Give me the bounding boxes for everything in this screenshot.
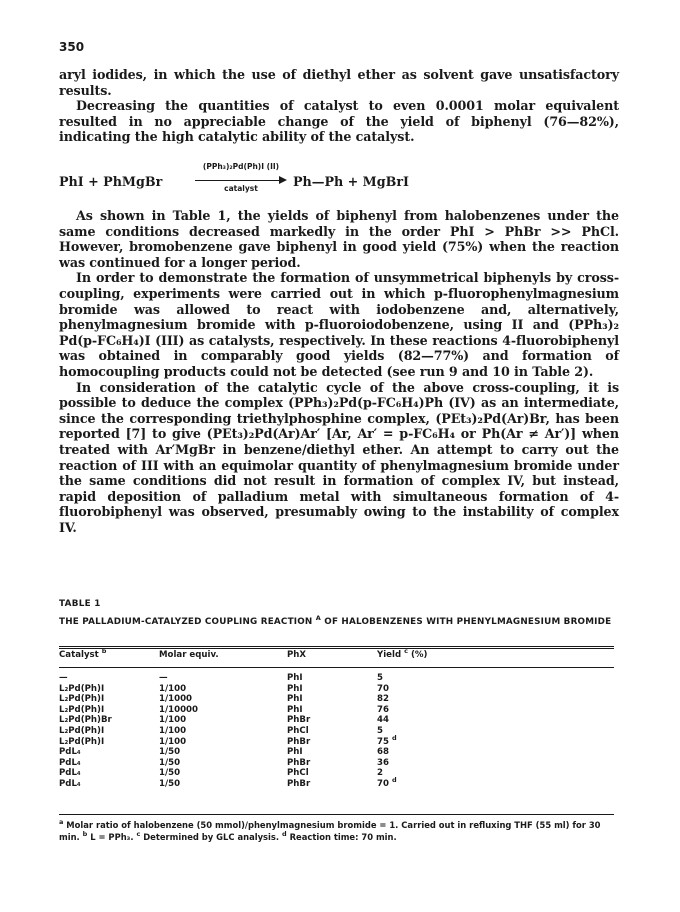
table-caption [59, 598, 619, 628]
cell-phx: PhI [287, 747, 303, 758]
table-header-rule [59, 667, 614, 668]
cell-molar-equiv: — [159, 673, 168, 683]
table-row [59, 758, 619, 769]
cell-catalyst: L₂Pd(Ph)I [59, 704, 105, 715]
cell-catalyst: — [59, 673, 68, 683]
cell-molar-equiv: 1/100 [159, 725, 187, 736]
paragraph: aryl iodides, in which the use of diethyl ether as solvent gave unsatisfactory results. [59, 67, 619, 98]
cell-catalyst: L₂Pd(Ph)I [59, 683, 105, 694]
arrow-head-icon [279, 176, 287, 184]
page-number: 350 [59, 40, 85, 54]
table-row [59, 776, 619, 790]
cell-catalyst: L₂Pd(Ph)Br [59, 715, 112, 726]
cell-molar-equiv: 1/50 [159, 757, 181, 768]
footnote-text: Determined by GLC analysis. [140, 832, 282, 842]
table-row [59, 768, 619, 779]
table-row [59, 715, 619, 726]
table-bottom-rule [59, 814, 614, 815]
column-header-phx: PhX [287, 650, 307, 660]
column-header-catalyst: Catalyst $^b$ [59, 647, 107, 660]
cell-catalyst: L₂Pd(Ph)I [59, 736, 105, 747]
cell-phx: PhCl [287, 725, 309, 736]
cell-yield: 68 [377, 747, 389, 758]
equation-reactants: PhI + PhMgBr [59, 174, 163, 189]
cell-molar-equiv: 1/100 [159, 736, 187, 747]
table-top-rule [59, 646, 614, 647]
cell-molar-equiv: 1/50 [159, 768, 181, 779]
cell-phx: PhBr [287, 757, 311, 768]
table-row [59, 705, 619, 716]
cell-phx: PhBr [287, 736, 311, 747]
table-row [59, 694, 619, 705]
cell-catalyst: L₂Pd(Ph)I [59, 694, 105, 705]
paragraph: In consideration of the catalytic cycle of the above cross-coupling, it is possible to deduce the complex (PPh₃)₂Pd(p-FC₆H₄)Ph (IV) as an intermediate, since the corresponding triethylphosphine complex, (PEt₃)₂Pd(Ar)Br, has been reported [7] to give (PEt₃)₂Pd(Ar)Ar′ [Ar, Ar′ = p-FC₆H₄ or Ph(Ar ≠ Ar′)] when treated with Ar′MgBr in benzene/diethyl ether. An attempt to carry out the reaction of III with an equimolar quantity of phenylmagnesium bromide under the same conditions did not result in formation of complex IV, but instead, rapid deposition of palladium metal with simultaneous formation of 4-fluorobiphenyl was observed, presumably owing to the instability of complex IV. [59, 379, 619, 535]
cell-yield: 2 [377, 768, 383, 779]
footnote-mark: d [282, 830, 287, 839]
cell-phx: PhI [287, 704, 303, 715]
cell-yield: 5 [377, 673, 383, 683]
arrow-line [195, 180, 283, 181]
table-top-rule-2 [59, 648, 614, 649]
cell-phx: PhBr [287, 778, 311, 789]
cell-yield: 36 [377, 757, 389, 768]
cell-catalyst: PdL₄ [59, 768, 81, 779]
cell-phx: PhI [287, 683, 303, 694]
footnote-mark: b [82, 830, 88, 839]
cell-phx: PhI [287, 694, 303, 705]
table-title-footnote-mark: A [315, 614, 321, 623]
equation-products: Ph—Ph + MgBrI [293, 174, 409, 189]
cell-yield: 76 [377, 704, 389, 715]
cell-molar-equiv: 1/10000 [159, 704, 199, 715]
table-title [59, 616, 619, 628]
arrow-catalyst-label: catalyst [224, 184, 258, 193]
cell-yield: 70 $^d$ [377, 776, 397, 789]
body-text-bottom [59, 208, 619, 535]
cell-molar-equiv: 1/100 [159, 715, 187, 726]
table-row [59, 673, 619, 684]
footnote-mark: c [136, 830, 141, 839]
cell-phx: PhCl [287, 768, 309, 779]
cell-catalyst: PdL₄ [59, 757, 81, 768]
table-footnotes [59, 819, 619, 843]
reaction-equation [59, 162, 619, 198]
table-body [59, 673, 619, 790]
cell-yield: 82 [377, 694, 389, 705]
table-header-row [59, 647, 619, 664]
paragraph: As shown in Table 1, the yields of biphenyl from halobenzenes under the same conditions decreased markedly in the order PhI > PhBr >> PhCl. However, bromobenzene gave biphenyl in good yield (75%) when the reaction was continued for a longer period. [59, 208, 619, 270]
footnote-text: Reaction time: 70 min. [286, 832, 397, 842]
paragraph: In order to demonstrate the formation of unsymmetrical biphenyls by cross-coupling, experiments were carried out in which p-fluorophenylmagnesium bromide was allowed to react with iodobenzene and, alternatively, phenylmagnesium bromide with p-fluoroiodobenzene, using II and (PPh₃)₂ Pd(p-FC₆H₄)I (III) as catalysts, respectively. In these reactions 4-fluorobiphenyl was obtained in comparably good yields (82—77%) and formation of homocoupling products could not be detected (see run 9 and 10 in Table 2). [59, 270, 619, 379]
footnote-mark: a [59, 818, 64, 827]
cell-molar-equiv: 1/100 [159, 683, 187, 694]
footnote-text: Molar ratio of halobenzene (50 mmol)/phenylmagnesium bromide = 1. Carried out in refluxing THF (55 ml) for 30 min. [59, 820, 601, 842]
cell-phx: PhBr [287, 715, 311, 726]
cell-yield: 70 [377, 683, 389, 694]
column-header-yield: Yield $^c$ (%) [377, 647, 428, 660]
table-label: TABLE 1 [59, 599, 101, 609]
column-header-molar-equiv: Molar equiv. [159, 650, 219, 660]
cell-molar-equiv: 1/1000 [159, 694, 193, 705]
arrow-catalyst-formula: (PPh₃)₂Pd(Ph)I (II) [202, 162, 280, 171]
table-title-rest: OF HALOBENZENES WITH PHENYLMAGNESIUM BROMIDE [324, 617, 612, 627]
cell-molar-equiv: 1/50 [159, 747, 181, 758]
body-text-top [59, 67, 619, 145]
footnote-text: L = PPh₃. [87, 832, 137, 842]
cell-molar-equiv: 1/50 [159, 778, 181, 789]
table-title-main: THE PALLADIUM-CATALYZED COUPLING REACTION [59, 617, 313, 627]
cell-catalyst: PdL₄ [59, 778, 81, 789]
cell-phx: PhI [287, 673, 303, 683]
cell-yield: 75 $^d$ [377, 733, 397, 747]
table-row [59, 733, 619, 748]
paragraph: Decreasing the quantities of catalyst to even 0.0001 molar equivalent resulted in no appreciable change of the yield of biphenyl (76—82%), indicating the high catalytic ability of the catalyst. [59, 98, 619, 145]
cell-yield: 5 [377, 725, 383, 736]
table-row [59, 684, 619, 695]
table-row [59, 747, 619, 758]
cell-yield: 44 [377, 715, 389, 726]
cell-catalyst: L₂Pd(Ph)I [59, 725, 105, 736]
table-row [59, 726, 619, 737]
cell-catalyst: PdL₄ [59, 747, 81, 758]
